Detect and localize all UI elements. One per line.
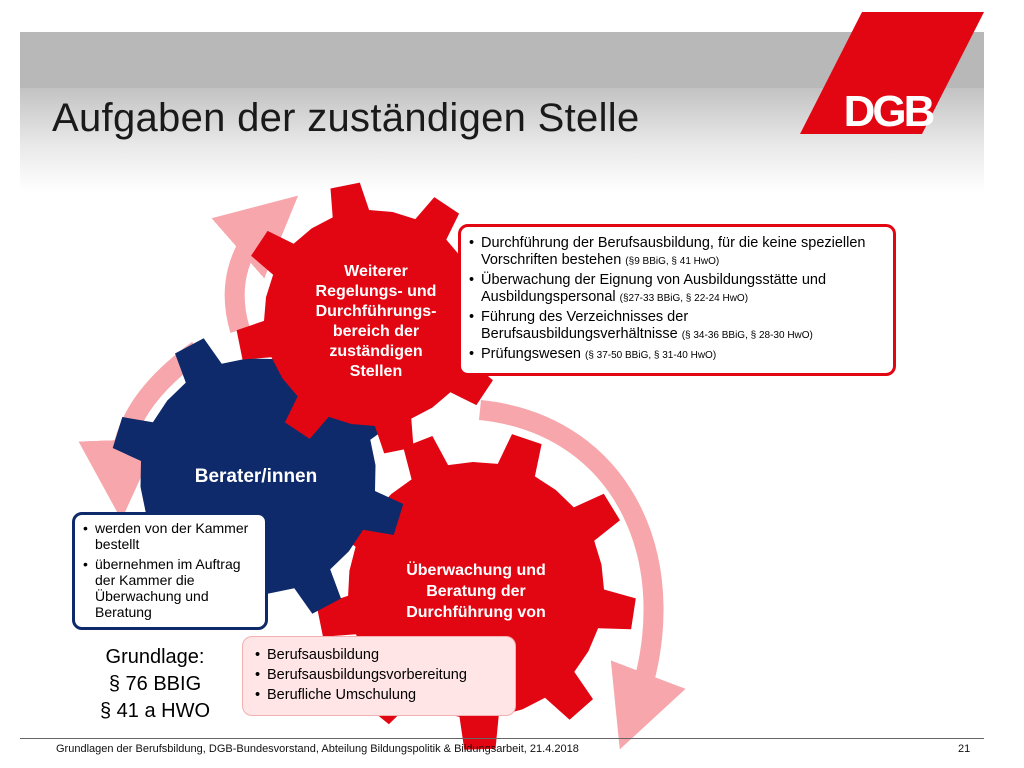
legal-basis-line: § 41 a HWO (99, 700, 211, 722)
item-text: Prüfungswesen (481, 346, 581, 362)
legal-basis (80, 644, 230, 725)
gear-bottom-line: Überwachung und (406, 562, 546, 579)
list-item: • Berufsausbildung (255, 645, 507, 665)
item-text: Durchführung der Berufsausbildung, für die keine speziellen Vorschriften bestehen (481, 235, 866, 268)
gear-top-line: Stellen (349, 363, 403, 380)
slide-title: Aufgaben der zuständigen Stelle (52, 96, 640, 140)
gear-bottom-label (378, 560, 574, 623)
list-item (469, 272, 883, 307)
gear-middle-label: Berater/innen (194, 466, 318, 487)
item-text: Überwachung der Eignung von Ausbildungsstätte und Ausbildungspersonal (481, 272, 827, 305)
tasks-box (458, 224, 896, 376)
page-number: 21 (958, 743, 971, 755)
item-ref: (§9 BBiG, § 41 HwO) (625, 256, 720, 267)
list-item: • werden von der Kammer bestellt (83, 520, 257, 552)
list-item (469, 309, 883, 344)
list-item (469, 346, 883, 364)
gear-top-line: Weiterer (344, 263, 408, 280)
gear-top-line: Durchführungs- (315, 303, 437, 320)
gear-top-line: zuständigen (329, 343, 423, 360)
list-item: • Berufsausbildungsvorbereitung (255, 665, 507, 685)
gear-bottom-line: Durchführung von (406, 604, 546, 621)
legal-basis-line: Grundlage: (105, 646, 205, 668)
item-text: Führung des Verzeichnisses der Berufsausbildungsverhältnisse (481, 309, 689, 342)
list-item: • Berufliche Umschulung (255, 685, 507, 705)
footer-text: Grundlagen der Berufsbildung, DGB-Bundesvorstand, Abteilung Bildungspolitik & Bildungsarbeit, 21.4.2018 (56, 743, 579, 755)
gear-top-line: Regelungs- und (315, 283, 437, 300)
gear-bottom-line: Beratung der (426, 583, 526, 600)
footer-divider (20, 738, 984, 739)
item-ref: (§27-33 BBiG, § 22-24 HwO) (619, 293, 749, 304)
list-item: • übernehmen im Auftrag der Kammer die Überwachung und Beratung (83, 556, 257, 620)
item-ref: (§ 37-50 BBiG, § 31-40 HwO) (584, 350, 717, 361)
dgb-logo-text: DGB (843, 87, 933, 134)
item-ref: (§ 34-36 BBiG, § 28-30 HwO) (681, 330, 813, 341)
legal-basis-line: § 76 BBIG (108, 673, 202, 695)
gear-top-label (296, 262, 456, 382)
gear-top-line: bereich der (332, 323, 420, 340)
list-item (469, 235, 883, 270)
training-types-box (242, 636, 516, 716)
advisors-box (72, 512, 268, 630)
